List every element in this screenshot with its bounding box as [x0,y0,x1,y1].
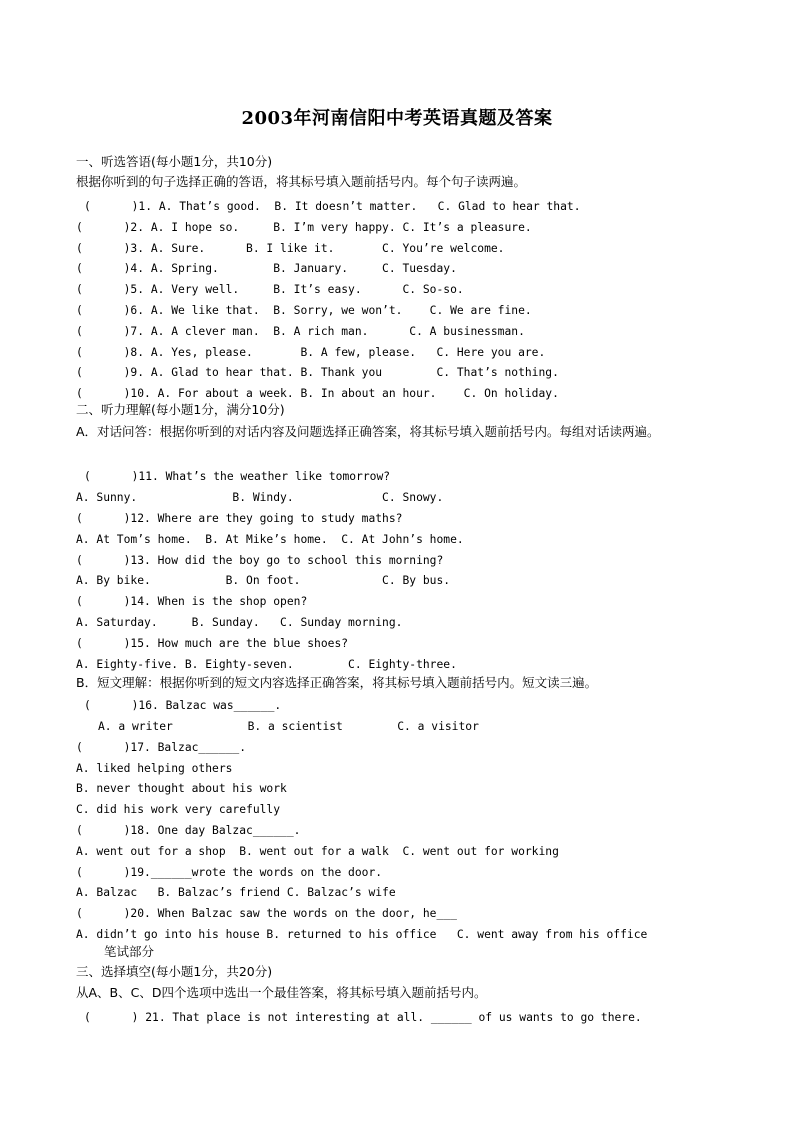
question-line: ( )3. A. Sure. B. I like it. C. You’re welcome. [76,242,505,255]
question-line: ( )2. A. I hope so. B. I’m very happy. C. It’s a pleasure. [76,221,532,234]
question-line: ( )20. When Balzac saw the words on the door, he___ [76,907,457,920]
question-line: A. Balzac B. Balzac’s friend C. Balzac’s wife [76,886,396,899]
document-title: 2003年河南信阳中考英语真题及答案 [241,108,553,129]
section-heading: A．对话问答：根据你听到的对话内容及问题选择正确答案，将其标号填入题前括号内。每组对话读两遍。 [76,424,660,439]
question-line: ( )19.______wrote the words on the door. [76,866,383,879]
question-line: C. did his work very carefully [76,803,281,816]
question-line: A. Eighty-five. B. Eighty-seven. C. Eighty-three. [76,658,457,671]
question-line: A. Saturday. B. Sunday. C. Sunday morning. [76,616,403,629]
question-line: ( )10. A. For about a week. B. In about an hour. C. On holiday. [76,387,559,400]
question-line: A. At Tom’s home. B. At Mike’s home. C. At John’s home. [76,533,464,546]
question-line: ( )17. Balzac______. [76,741,247,754]
question-line: A. By bike. B. On foot. C. By bus. [76,574,451,587]
question-line: A. went out for a shop B. went out for a walk C. went out for working [76,845,559,858]
section-heading: 二、听力理解(每小题1分，满分10分) [76,402,285,417]
question-line: ( )4. A. Spring. B. January. C. Tuesday. [76,262,457,275]
question-line: ( )18. One day Balzac______. [76,824,301,837]
section-heading: 根据你听到的句子选择正确的答语，将其标号填入题前括号内。每个句子读两遍。 [76,174,527,189]
question-line: ( )9. A. Glad to hear that. B. Thank you C. That’s nothing. [76,366,559,379]
question-line: ( )11. What’s the weather like tomorrow? [84,470,391,483]
section-heading: 一、听选答语(每小题1分，共10分) [76,154,273,169]
question-line: ( )5. A. Very well. B. It’s easy. C. So-so. [76,283,464,296]
question-line: A. Sunny. B. Windy. C. Snowy. [76,491,444,504]
question-line: ( )14. When is the shop open? [76,595,308,608]
question-line: ( )13. How did the boy go to school this morning? [76,554,444,567]
section-heading: 笔试部分 [104,944,155,959]
question-line: ( )8. A. Yes, please. B. A few, please. C. Here you are. [76,346,546,359]
question-line: A. liked helping others [76,762,233,775]
section-heading: 从A、B、C、D四个选项中选出一个最佳答案，将其标号填入题前括号内。 [76,985,487,1000]
question-line: ( )16. Balzac was______. [84,699,282,712]
section-heading: B．短文理解：根据你听到的短文内容选择正确答案，将其标号填入题前括号内。短文读三遍。 [76,675,598,690]
question-line: B. never thought about his work [76,782,287,795]
question-line: ( )6. A. We like that. B. Sorry, we won’t. C. We are fine. [76,304,532,317]
question-line: ( ) 21. That place is not interesting at all. ______ of us wants to go there. [84,1011,642,1024]
question-line: ( )7. A. A clever man. B. A rich man. C. A businessman. [76,325,525,338]
question-line: ( )15. How much are the blue shoes? [76,637,349,650]
question-line: A. a writer B. a scientist C. a visitor [98,720,479,733]
question-line: ( )1. A. That’s good. B. It doesn’t matter. C. Glad to hear that. [84,200,581,213]
question-line: ( )12. Where are they going to study maths? [76,512,403,525]
question-line: A. didn’t go into his house B. returned to his office C. went away from his office [76,928,648,941]
section-heading: 三、选择填空(每小题1分，共20分) [76,964,273,979]
